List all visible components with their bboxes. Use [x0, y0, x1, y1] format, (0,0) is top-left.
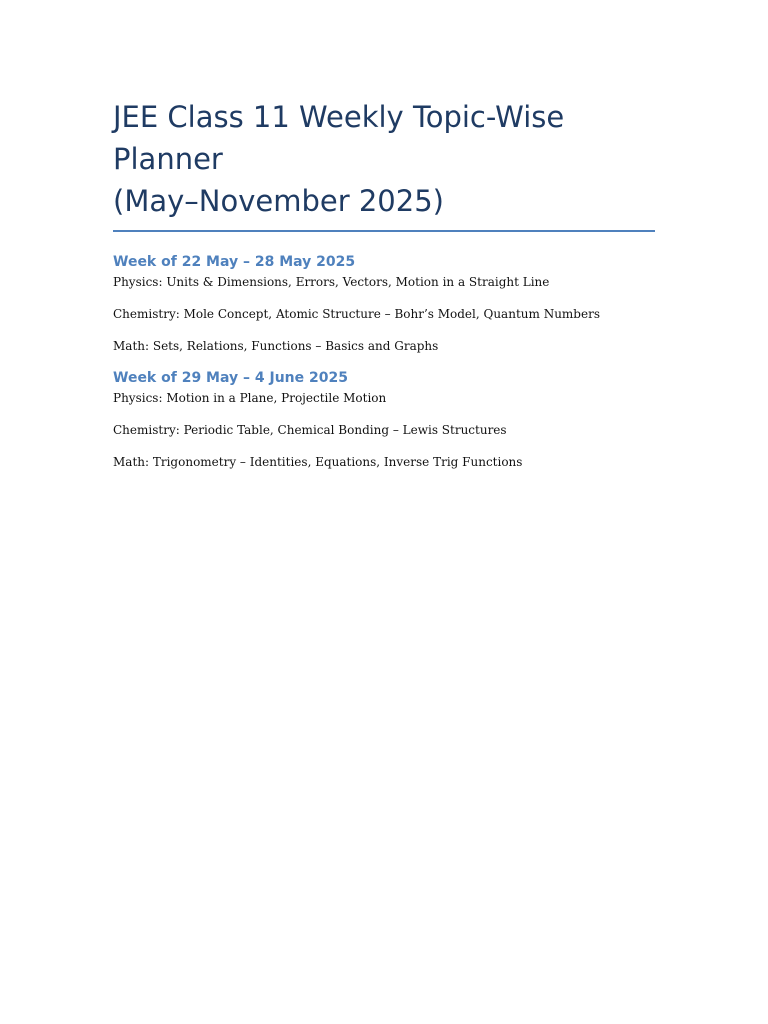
math-topics: Math: Sets, Relations, Functions – Basics and Graphs [113, 339, 439, 353]
chemistry-topics: Chemistry: Periodic Table, Chemical Bonding – Lewis Structures [113, 423, 507, 437]
week-heading: Week of 29 May – 4 June 2025 [113, 370, 348, 386]
document-page [113, 96, 655, 470]
chemistry-topics: Chemistry: Mole Concept, Atomic Structure – Bohr’s Model, Quantum Numbers [113, 307, 600, 321]
week-section-2 [113, 369, 655, 470]
document-title [113, 96, 655, 232]
title-line-1: JEE Class 11 Weekly Topic-Wise Planner [113, 100, 565, 176]
physics-topics: Physics: Units & Dimensions, Errors, Vectors, Motion in a Straight Line [113, 275, 550, 289]
title-line-2: (May–November 2025) [113, 184, 444, 218]
physics-topics: Physics: Motion in a Plane, Projectile Motion [113, 391, 387, 405]
math-topics: Math: Trigonometry – Identities, Equations, Inverse Trig Functions [113, 455, 523, 469]
week-section-1 [113, 253, 655, 354]
week-heading: Week of 22 May – 28 May 2025 [113, 254, 356, 270]
